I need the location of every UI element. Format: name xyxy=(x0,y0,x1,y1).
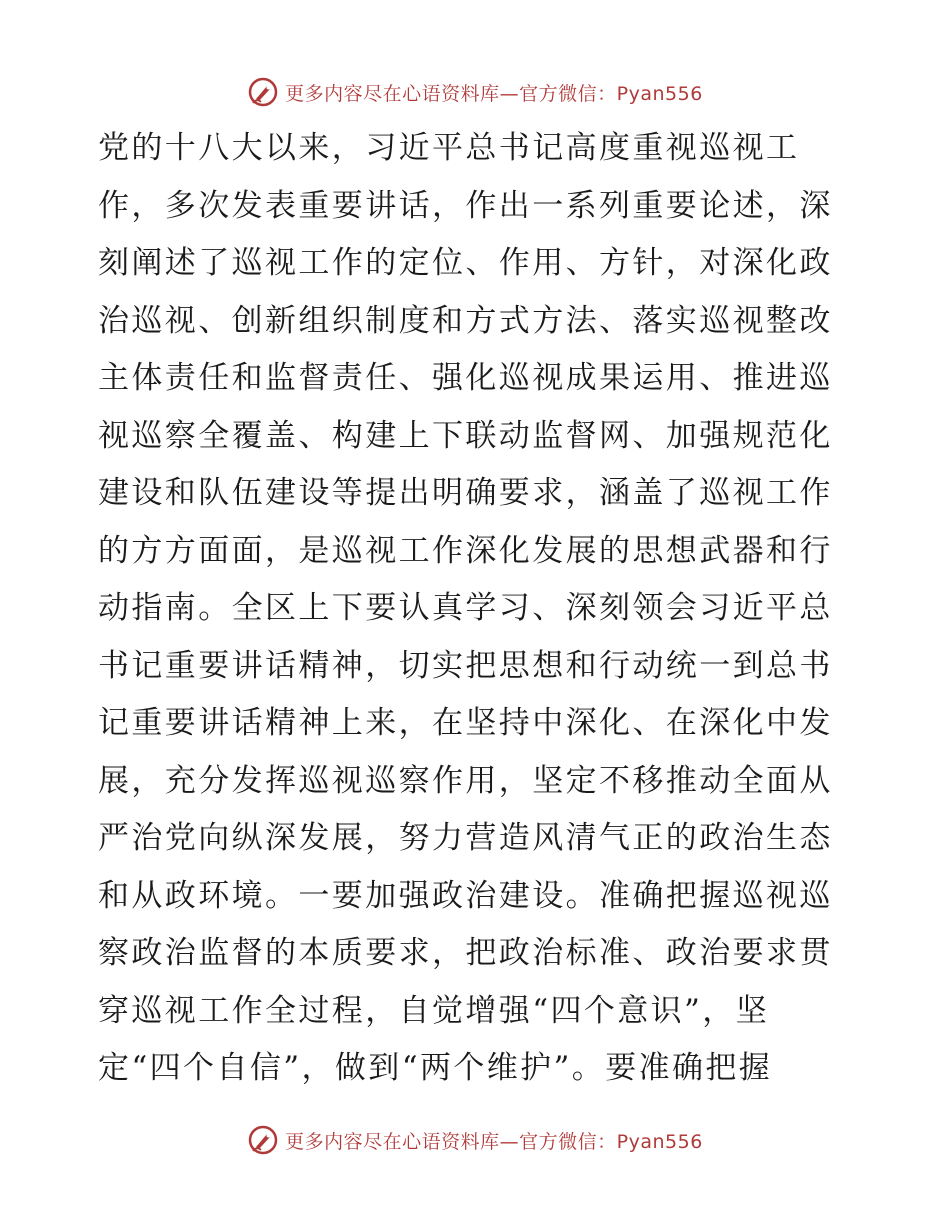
text-line: 作，多次发表重要讲话，作出一系列重要论述，深 xyxy=(98,187,833,224)
text-line: 察政治监督的本质要求，把政治标准、政治要求贯 xyxy=(98,935,833,971)
text-line: 治巡视、创新组织制度和方式方法、落实巡视整改 xyxy=(98,302,833,339)
text-line: 严治党向纵深发展，努力营造风清气正的政治生态 xyxy=(98,820,833,856)
header-banner xyxy=(0,72,950,112)
text-line: 展，充分发挥巡视巡察作用，坚定不移推动全面从 xyxy=(98,762,833,799)
text-line: 穿巡视工作全过程，自觉增强“四个意识”，坚 xyxy=(98,992,770,1029)
text-line: 的方方面面，是巡视工作深化发展的思想武器和行 xyxy=(98,532,833,569)
text-line: 和从政环境。一要加强政治建设。准确把握巡视巡 xyxy=(98,877,833,914)
text-line: 定“四个自信”，做到“两个维护”。要准确把握 xyxy=(98,1050,773,1086)
text-line: 动指南。全区上下要认真学习、深刻领会习近平总 xyxy=(98,590,833,626)
text-line: 书记重要讲话精神，切实把思想和行动统一到总书 xyxy=(98,647,833,684)
text-line: 刻阐述了巡视工作的定位、作用、方针，对深化政 xyxy=(98,245,833,281)
footer-banner-text: 更多内容尽在心语资料库—官方微信：Pyan556 xyxy=(285,1130,703,1153)
header-banner-text: 更多内容尽在心语资料库—官方微信：Pyan556 xyxy=(285,82,703,105)
footer-banner xyxy=(0,1120,950,1160)
text-line: 视巡察全覆盖、构建上下联动监督网、加强规范化 xyxy=(98,417,833,454)
document-body xyxy=(98,120,848,1098)
text-line: 主体责任和监督责任、强化巡视成果运用、推进巡 xyxy=(98,360,833,396)
pen-nib-icon xyxy=(247,76,279,108)
text-line: 记重要讲话精神上来，在坚持中深化、在深化中发 xyxy=(98,705,833,741)
pen-nib-icon xyxy=(247,1124,279,1156)
text-line: 建设和队伍建设等提出明确要求，涵盖了巡视工作 xyxy=(98,475,833,511)
text-line: 党的十八大以来，习近平总书记高度重视巡视工 xyxy=(98,130,800,166)
